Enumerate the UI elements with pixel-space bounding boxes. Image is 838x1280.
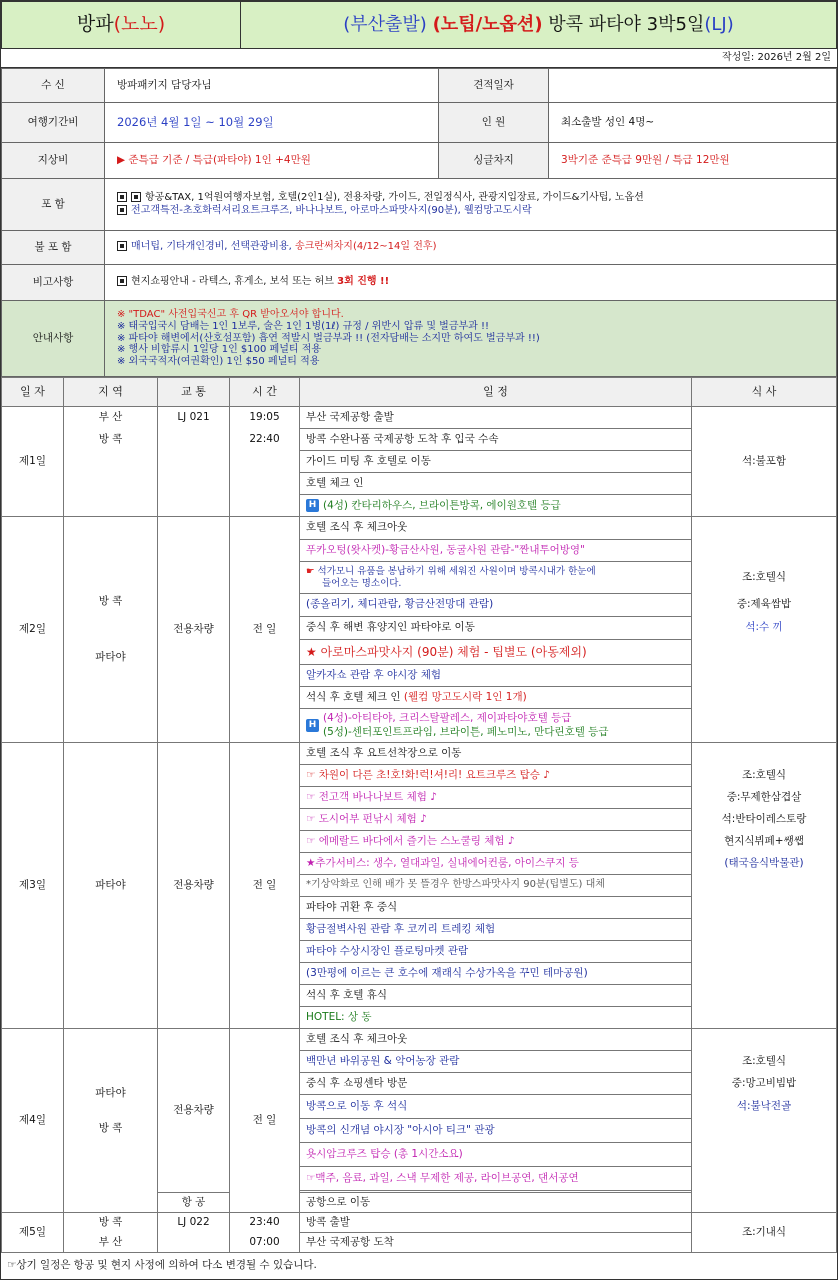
day1-meal: 석:불포함 — [692, 407, 837, 517]
checkbox-icon — [117, 205, 127, 215]
day2-desc-b: 들어오는 명소이다. — [322, 577, 402, 589]
created-date: 작성일: 2026년 2월 2일 — [1, 49, 837, 68]
day1-time1: 19:05 — [230, 407, 300, 429]
day4-region1: 파타야 — [95, 1086, 126, 1099]
day4-item: 호텔 조식 후 체크아웃 — [300, 1029, 692, 1051]
point-icon: ☞ — [306, 768, 319, 781]
exclude-label: 불 포 함 — [2, 231, 105, 265]
day3-meal4: 현지식뷔페+쌩쌥 — [692, 831, 837, 853]
hotel-icon: H — [306, 719, 319, 732]
day3-meal3: 석:반타이레스토랑 — [692, 809, 837, 831]
point-icon: ☞ — [306, 834, 319, 847]
note-text-a: 현지쇼핑안내 - 라텍스, 휴게소, 보석 또는 허브 — [131, 276, 338, 288]
day2-region2: 파타야 — [95, 650, 126, 663]
day2-spa-text: 아로마스파맛사지 (90분) 체험 - 팁별도 (아동제외) — [320, 644, 587, 659]
day4-drinks — [300, 1167, 692, 1191]
guide-line: ※ "TDAC" 사전입국신고 후 QR 받아오셔야 합니다. — [117, 309, 344, 320]
day2-item: 푸카오텅(왓사켓)-황금산사원, 동굴사원 관람-"짠내투어방영" — [300, 540, 692, 562]
day4-time: 전 일 — [230, 1029, 300, 1213]
checkbox-icon — [131, 192, 141, 202]
guide-line: ※ 파타야 해변에서(산호섬포함) 흡연 적발시 벌금부과 !! (전자담배는 소지만 하여도 벌금부과 !!) — [117, 332, 540, 344]
day4-meal1: 조:호텔식 — [692, 1051, 837, 1073]
quote-date-label: 견적일자 — [439, 69, 549, 103]
point-icon: ☞ — [306, 790, 319, 803]
point-icon: ☞ — [7, 1259, 17, 1271]
day2-checkin-text: 석식 후 호텔 체크 인 — [306, 690, 404, 703]
day4-region2: 방 콕 — [98, 1121, 123, 1134]
day5-label: 제5일 — [2, 1213, 64, 1253]
day4-region — [64, 1029, 158, 1193]
exclude-text-b: 송크란써차지(4/12~14일 전후) — [294, 241, 437, 253]
surcharge-label: 지상비 — [2, 143, 105, 179]
day3-item: ★추가서비스: 생수, 열대과일, 실내에어컨룸, 아이스쿠지 등 — [300, 853, 692, 875]
day3-fishing — [300, 809, 692, 831]
day2-meal3: 석:수 끼 — [692, 617, 837, 640]
include-label: 포 함 — [2, 179, 105, 231]
col-meal: 식 사 — [692, 378, 837, 407]
people-value: 최소출발 성인 4명~ — [549, 103, 837, 143]
day2-meal1: 조:호텔식 — [741, 570, 787, 583]
include-line-1: 항공&TAX, 1억원여행자보험, 호텔(2인1실), 전용차량, 가이드, 전일정식사, 관광지입장료, 가이드&기사팁, 노옵션 — [145, 192, 644, 203]
recipient-value: 방파패키지 담당자님 — [105, 69, 439, 103]
day2-item: (종올리기, 체디관람, 황금산전망대 관람) — [300, 594, 692, 617]
day3-meal1: 조:호텔식 — [692, 765, 837, 787]
day2-region1: 방 콕 — [98, 595, 123, 608]
day1-time2: 22:40 — [230, 429, 300, 451]
day4-item: 백만년 바위공원 & 악어농장 관람 — [300, 1051, 692, 1073]
day5-region1: 방 콕 — [64, 1213, 158, 1233]
day1-label: 제1일 — [2, 407, 64, 517]
day3-item: 석식 후 호텔 휴식 — [300, 985, 692, 1007]
day3-transport: 전용차량 — [158, 743, 230, 1029]
col-day: 일 자 — [2, 378, 64, 407]
day2-hotel — [300, 709, 692, 743]
checkbox-icon — [117, 192, 127, 202]
note-text-b: 3회 진행 !! — [337, 276, 390, 288]
note-value — [105, 265, 837, 301]
day5-flight: LJ 022 — [158, 1213, 230, 1233]
day3-item: 황금절벽사원 관람 후 코끼리 트레킹 체험 — [300, 919, 692, 941]
brand-suffix: (노노) — [113, 13, 166, 36]
day3-snorkel — [300, 831, 692, 853]
day3-region: 파타야 — [64, 743, 158, 1029]
day5-region2: 부 산 — [64, 1233, 158, 1253]
day2-item-desc — [300, 562, 692, 594]
day2-checkin-mango: (웰컴 망고도시락 1인 1개) — [403, 690, 527, 703]
day2-item: 중식 후 해변 휴양지인 파타야로 이동 — [300, 617, 692, 640]
title-depart: (부산출발) — [343, 13, 427, 35]
footer-text: 상기 일정은 항공 및 현지 사정에 의하여 다소 변경될 수 있습니다. — [16, 1259, 317, 1271]
guide-line: ※ 외국국적자(여권확인) 1인 $50 페널티 적용 — [117, 356, 320, 368]
day2-item: 호텔 조식 후 체크아웃 — [300, 517, 692, 540]
col-time: 시 간 — [230, 378, 300, 407]
day5-item: 부산 국제공항 도착 — [300, 1233, 692, 1253]
day2-region — [64, 517, 158, 743]
day3-item: 호텔 조식 후 요트선착장으로 이동 — [300, 743, 692, 765]
day1-item: 호텔 체크 인 — [300, 473, 692, 495]
include-line-2: 전고객특전-초호화럭셔리요트크루즈, 바나나보트, 아로마스파맛사지(90분), 웰컴망고도시락 — [131, 204, 532, 216]
day4-meal2: 중:망고비빔밥 — [692, 1073, 837, 1095]
col-transport: 교 통 — [158, 378, 230, 407]
title-main: 방콕 파타야 3박5일 — [548, 13, 705, 35]
product-title — [241, 2, 837, 49]
day1-hotel — [300, 495, 692, 517]
day2-hotel-4star: (4성)-아티타야, 크리스탈팔레스, 제이파타야호텔 등급 — [323, 712, 572, 725]
day1-hotel-text: (4성) 칸타리하우스, 브라이튼방콕, 에이원호텔 등급 — [323, 499, 561, 512]
day4-item: 공항으로 이동 — [300, 1193, 692, 1213]
day3-fishing-text: 도시어부 펀낚시 체험 ♪ — [318, 812, 427, 825]
surcharge-value: ▶ 준특급 기준 / 특급(파타야) 1인 +4만원 — [105, 143, 439, 179]
day2-desc-a: 석가모니 유품을 봉납하기 위해 세워진 사원이며 방콕시내가 한눈에 — [317, 565, 596, 577]
day3-item: 파타야 귀환 후 중식 — [300, 897, 692, 919]
day2-item: 알카자쇼 관람 후 야시장 체험 — [300, 665, 692, 687]
note-label: 비고사항 — [2, 265, 105, 301]
day1-item: 가이드 미팅 후 호텔로 이동 — [300, 451, 692, 473]
day2-hotel-5star: (5성)-센터포인트프라임, 브라이튼, 페노미노, 만다린호텔 등급 — [323, 725, 609, 738]
day2-time: 전 일 — [230, 517, 300, 743]
day2-label: 제2일 — [2, 517, 64, 743]
people-label: 인 원 — [439, 103, 549, 143]
include-value — [105, 179, 837, 231]
day3-snorkel-text: 에메랄드 바다에서 즐기는 스노쿨링 체험 ♪ — [318, 834, 515, 847]
guide-line: ※ 행사 비합류시 1일당 1인 $100 페널티 적용 — [117, 344, 322, 356]
day1-region2: 방 콕 — [64, 429, 158, 451]
day1-item: 방콕 수완나품 국제공항 도착 후 입국 수속 — [300, 429, 692, 451]
day2-checkin — [300, 687, 692, 709]
point-icon: ☞ — [306, 812, 319, 825]
day4-label: 제4일 — [2, 1029, 64, 1213]
period-value: 2026년 4월 1일 ~ 10월 29일 — [105, 103, 439, 143]
day4-drinks-text: 맥주, 음료, 과일, 스낵 무제한 제공, 라이브공연, 댄서공연 — [315, 1171, 579, 1184]
period-label: 여행기간비 — [2, 103, 105, 143]
day3-yacht — [300, 765, 692, 787]
day3-meal5: (태국음식박물관) — [692, 853, 837, 875]
day1-region1: 부 산 — [64, 407, 158, 429]
day3-label: 제3일 — [2, 743, 64, 1029]
exclude-value — [105, 231, 837, 265]
title-airline: (LJ) — [704, 13, 734, 35]
day4-item: 방콕으로 이동 후 석식 — [300, 1095, 692, 1119]
brand-title — [2, 2, 241, 49]
day4-transport-air: 항 공 — [158, 1193, 230, 1213]
day1-flight: LJ 021 — [158, 407, 230, 429]
day4-transport: 전용차량 — [158, 1029, 230, 1193]
day4-meal3: 석:불낙전골 — [692, 1095, 837, 1119]
day3-item: *기상악화로 인해 배가 못 뜰경우 한방스파맛사지 90분(팁별도) 대체 — [300, 875, 692, 897]
title-option: (노팁/노옵션) — [432, 13, 543, 35]
guide-notes — [105, 301, 837, 377]
info-table — [1, 68, 837, 377]
day4-item: 방콕의 신개념 야시장 "아시아 티크" 관광 — [300, 1119, 692, 1143]
recipient-label: 수 신 — [2, 69, 105, 103]
schedule-table — [1, 377, 837, 1253]
title-header — [1, 1, 837, 49]
day3-banana-text: 전고객 바나나보트 체험 ♪ — [318, 790, 437, 803]
point-icon: ☞ — [306, 1171, 316, 1184]
single-value: 3박기준 준특급 9만원 / 특급 12만원 — [549, 143, 837, 179]
day4-item: 중식 후 쇼핑센타 방문 — [300, 1073, 692, 1095]
day1-item: 부산 국제공항 출발 — [300, 407, 692, 429]
brand-prefix: 방파 — [76, 13, 114, 36]
single-label: 싱글차지 — [439, 143, 549, 179]
day3-banana — [300, 787, 692, 809]
day3-time: 전 일 — [230, 743, 300, 1029]
checkbox-icon — [117, 241, 127, 251]
col-region: 지 역 — [64, 378, 158, 407]
day3-meal2: 중:무제한삼겹살 — [692, 787, 837, 809]
pointing-hand-icon: ☛ — [306, 565, 315, 577]
day3-item: (3만평에 이르는 큰 호수에 재래식 수상가옥을 꾸민 테마공원) — [300, 963, 692, 985]
footer-note — [1, 1253, 837, 1276]
star-icon: ★ — [306, 644, 317, 659]
guide-label: 안내사항 — [2, 301, 105, 377]
exclude-text-a: 매너팁, 기타개인경비, 선택관광비용, — [131, 241, 295, 253]
col-itinerary: 일 정 — [300, 378, 692, 407]
day5-time2: 07:00 — [230, 1233, 300, 1253]
day2-spa — [300, 640, 692, 665]
checkbox-icon — [117, 276, 127, 286]
day2-transport: 전용차량 — [158, 517, 230, 743]
guide-line: ※ 태국입국시 담배는 1인 1보루, 술은 1인 1병(1ℓ) 규정 / 위반시 압류 및 벌금부과 !! — [117, 320, 490, 332]
day2-meal2: 중:제육쌈밥 — [692, 594, 837, 617]
day5-item: 방콕 출발 — [300, 1213, 692, 1233]
day4-item: 욧시암크루즈 탑승 (총 1시간소요) — [300, 1143, 692, 1167]
hotel-icon: H — [306, 499, 319, 512]
day3-item: 파타야 수상시장인 플로팅마켓 관람 — [300, 941, 692, 963]
quote-date-value — [549, 69, 837, 103]
day3-yacht-text: 차원이 다른 초!호!화!럭!셔!리! 요트크루즈 탑승 ♪ — [318, 768, 550, 781]
day5-time1: 23:40 — [230, 1213, 300, 1233]
day3-hotel: HOTEL: 상 동 — [300, 1007, 692, 1029]
day5-meal: 조:기내식 — [692, 1213, 837, 1253]
